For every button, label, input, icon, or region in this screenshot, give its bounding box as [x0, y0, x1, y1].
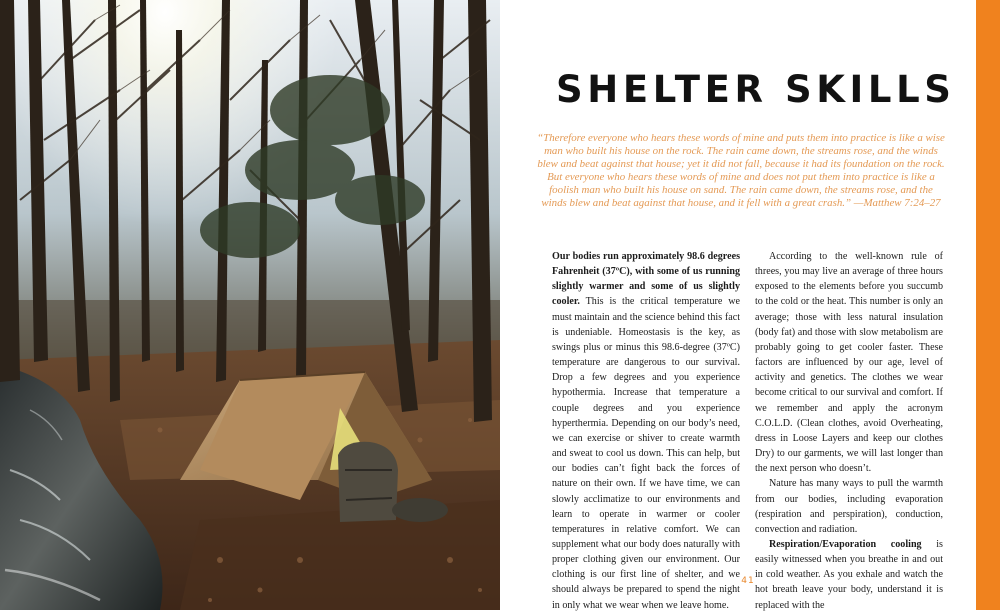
forest-camp-photo [0, 0, 500, 610]
text-page [500, 0, 976, 610]
paragraph-3-text: is easily witnessed when you breathe in and out in cold weather. As you exhale and watch the hot breath leave your body, understand it is replaced with the [755, 538, 943, 611]
left-paragraph [552, 249, 740, 613]
paragraph-3-lead: Respiration/Evaporation cooling [769, 538, 922, 550]
right-paragraph-1: According to the well-known rule of threes, you may live an average of three hours exposed to the elements before you succumb to the cold or the heat. This number is only an average; those with less natural insulation (body fat) and those with slow metabolism are probably going to get cooler faster. These factors are influenced by our age, level of activity and genetics. The clothes we wear become critical to our survival and comfort. If we remember and apply the acronym C.O.L.D. (Clean clothes, avoid Overheating, dress in Loose Layers and keep our clothes Dry) to our garments, we will last longer than the next person who doesn’t. [755, 251, 943, 475]
chapter-title: SHELTER SKILLS [556, 68, 956, 111]
left-paragraph-text: This is the critical temperature we must maintain and the science behind this fact is undeniable. Homeostasis is the key, as swings plus or minus this 98.6-degree (37ºC) temperature are dangerous to our survival. Drop a few degrees and you experience hypothermia. Increase that temperature a couple degrees and you experience hyperthermia. Depending on our body’s need, we can exercise or shiver to create warmth and sweat to cool us down. This can help, but our bodies can’t fight back the forces of nature on their own. If we have time, we can slowly acclimatize to our environments and learn to operate in warmer or cooler temperatures in relative comfort. We can supplement what our body does naturally with proper clothing given our environment. Our clothing is our first line of shelter, and we should always be prepared to spend the night in only what we wear when we leave home. [552, 296, 740, 611]
page-number: 41 [741, 576, 755, 586]
right-paragraph-2: Nature has many ways to pull the warmth from our bodies, including evaporation (respiration and perspiration), conduction, convection and radiation. [755, 478, 943, 535]
right-paragraph-3 [755, 537, 943, 613]
right-column [755, 249, 943, 613]
left-column [552, 249, 740, 613]
orange-edge-bar [976, 0, 1000, 610]
lead-sentence: Our bodies run approximately 98.6 degrees Fahrenheit (37ºC), with some of us running slightly warmer and some of us slightly cooler. [552, 251, 740, 308]
epigraph-quote: “Therefore everyone who hears these words of mine and puts them into practice is like a wise man who built his house on the rock. The rain came down, the streams rose, and the winds blew and beat against that house; yet it did not fall, because it had its foundation on the rock. But everyone who hears these words of mine and does not put them into practice is like a foolish man who built his house on sand. The rain came down, the streams rose, and the winds blew and beat against that house, and it fell with a great crash.” —Matthew 7:24–27 [537, 132, 945, 210]
